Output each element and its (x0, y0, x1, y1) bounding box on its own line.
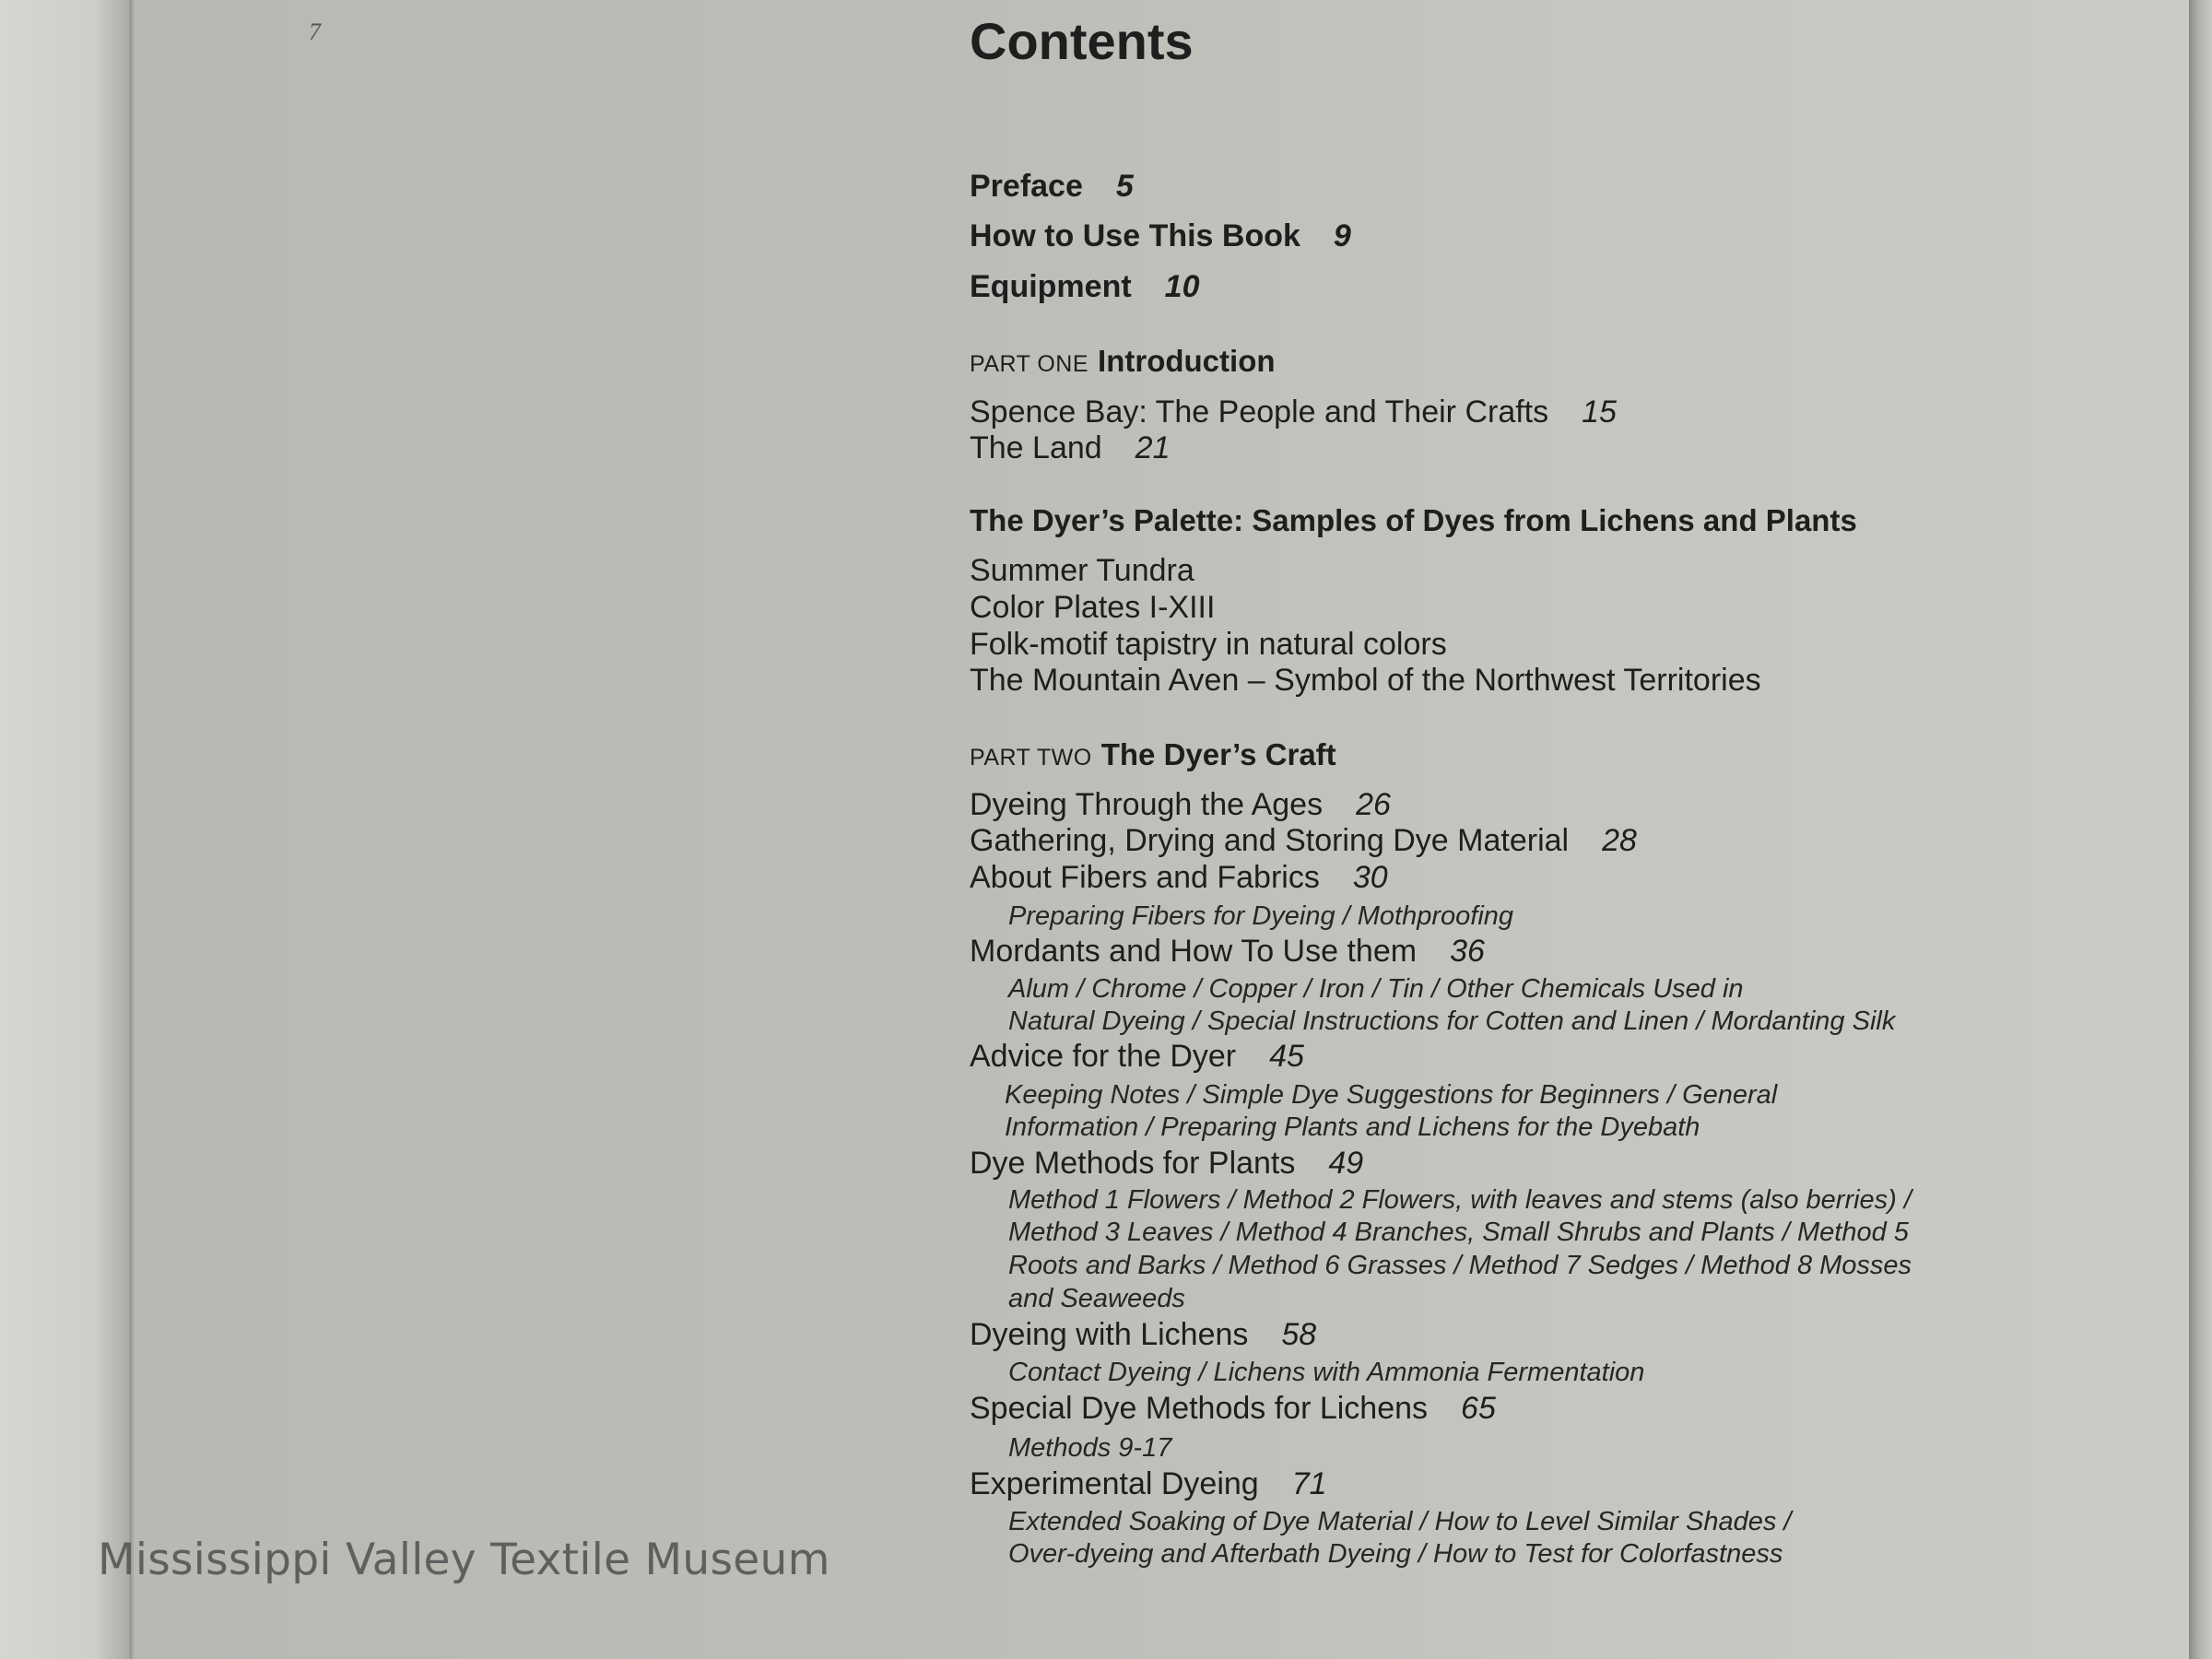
entry-label: How to Use This Book (970, 218, 1300, 253)
toc-entry-how-to-use[interactable] (970, 218, 1351, 254)
entry-label: Mordants and How To Use them (970, 934, 1418, 969)
toc-entry[interactable] (970, 860, 1388, 896)
palette-entry[interactable]: The Mountain Aven – Symbol of the Northwest Territories (970, 663, 1761, 698)
toc-subentry: Roots and Barks / Method 6 Grasses / Method 7 Sedges / Method 8 Mosses (1008, 1251, 1912, 1280)
part-title: Introduction (1098, 344, 1276, 378)
toc-entry[interactable] (970, 430, 1171, 466)
entry-page: 10 (1164, 269, 1200, 304)
toc-subentry: Natural Dyeing / Special Instructions for Cotten and Linen / Mordanting Silk (1008, 1006, 1896, 1036)
entry-label: Experimental Dyeing (970, 1466, 1259, 1501)
entry-page: 58 (1281, 1317, 1317, 1352)
right-page-edge (2189, 0, 2212, 1659)
toc-entry[interactable] (970, 787, 1391, 823)
page-number: 7 (309, 18, 321, 45)
entry-label: Dyeing Through the Ages (970, 787, 1324, 822)
binding-gutter (129, 0, 132, 1659)
toc-entry-preface[interactable] (970, 169, 1134, 205)
part-label: PART TWO (970, 745, 1092, 771)
entry-label: Dye Methods for Plants (970, 1146, 1296, 1181)
toc-subentry: Over-dyeing and Afterbath Dyeing / How to Test for Colorfastness (1008, 1539, 1783, 1569)
part-title: The Dyer’s Craft (1100, 737, 1336, 771)
entry-page: 21 (1135, 430, 1171, 465)
entry-label: Advice for the Dyer (970, 1039, 1237, 1074)
toc-entry[interactable] (970, 823, 1637, 859)
part-label: PART ONE (970, 351, 1089, 377)
toc-entry[interactable] (970, 394, 1617, 430)
entry-label: About Fibers and Fabrics (970, 860, 1320, 895)
toc-subentry: Extended Soaking of Dye Material / How to Level Similar Shades / (1008, 1507, 1792, 1536)
entry-page: 65 (1461, 1391, 1496, 1426)
toc-subentry: Methods 9-17 (1008, 1433, 1172, 1463)
toc-entry[interactable] (970, 1146, 1363, 1182)
toc-entry-equipment[interactable] (970, 269, 1200, 305)
page-title: Contents (970, 12, 1194, 70)
toc-subentry: Preparing Fibers for Dyeing / Mothproofing (1008, 901, 1514, 931)
entry-page: 5 (1115, 169, 1134, 204)
entry-page: 15 (1582, 394, 1617, 429)
entry-page: 30 (1352, 860, 1388, 895)
palette-heading: The Dyer’s Palette: Samples of Dyes from Lichens and Plants (970, 503, 1857, 537)
watermark: Mississippi Valley Textile Museum (98, 1535, 830, 1585)
left-page-edge (0, 0, 134, 1659)
part-one-heading (970, 344, 1276, 379)
toc-subentry: Method 3 Leaves / Method 4 Branches, Small Shrubs and Plants / Method 5 (1008, 1218, 1909, 1247)
entry-page: 9 (1333, 218, 1351, 253)
toc-entry[interactable] (970, 934, 1485, 970)
palette-entry[interactable]: Summer Tundra (970, 553, 1194, 588)
entry-page: 36 (1450, 934, 1485, 969)
entry-page: 71 (1291, 1466, 1327, 1501)
toc-entry[interactable] (970, 1317, 1316, 1353)
entry-label: The Land (970, 430, 1102, 465)
entry-label: Special Dye Methods for Lichens (970, 1391, 1429, 1426)
entry-page: 45 (1269, 1039, 1304, 1074)
entry-label: Preface (970, 169, 1083, 204)
toc-subentry: Keeping Notes / Simple Dye Suggestions for Beginners / General (1005, 1080, 1778, 1110)
entry-label: Equipment (970, 269, 1132, 304)
entry-page: 28 (1602, 823, 1637, 858)
toc-subentry: Method 1 Flowers / Method 2 Flowers, with leaves and stems (also berries) / (1008, 1185, 1912, 1215)
toc-entry[interactable] (970, 1039, 1304, 1075)
palette-entry[interactable]: Folk-motif tapistry in natural colors (970, 627, 1447, 662)
toc-subentry: Information / Preparing Plants and Lichens for the Dyebath (1005, 1112, 1700, 1142)
entry-page: 26 (1356, 787, 1391, 822)
toc-entry[interactable] (970, 1466, 1327, 1502)
part-two-heading (970, 737, 1336, 772)
entry-page: 49 (1328, 1146, 1364, 1181)
entry-label: Dyeing with Lichens (970, 1317, 1249, 1352)
toc-subentry: Alum / Chrome / Copper / Iron / Tin / Other Chemicals Used in (1008, 974, 1744, 1004)
palette-entry[interactable]: Color Plates I-XIII (970, 590, 1216, 625)
toc-subentry: Contact Dyeing / Lichens with Ammonia Fermentation (1008, 1358, 1645, 1387)
entry-label: Spence Bay: The People and Their Crafts (970, 394, 1549, 429)
toc-subentry: and Seaweeds (1008, 1284, 1185, 1313)
toc-entry[interactable] (970, 1391, 1496, 1427)
entry-label: Gathering, Drying and Storing Dye Material (970, 823, 1570, 858)
